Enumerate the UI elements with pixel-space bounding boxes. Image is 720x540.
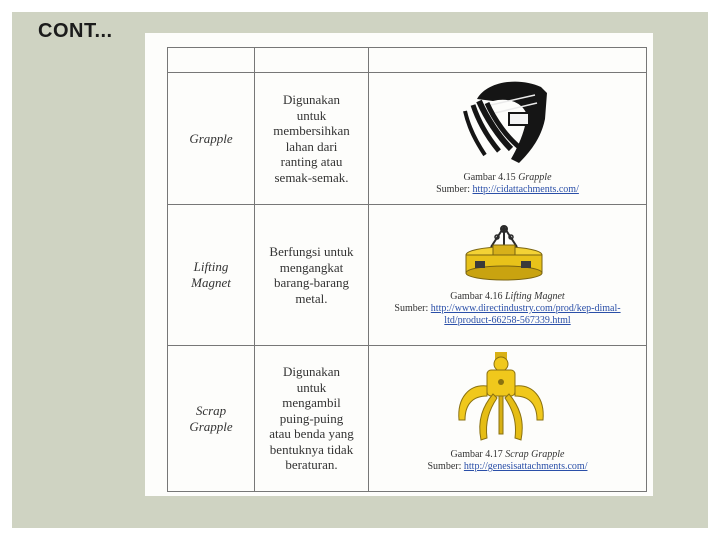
description-line: Digunakan bbox=[282, 364, 341, 380]
figure-label: Gambar 4.16 bbox=[450, 291, 503, 302]
source-label: Sumber: bbox=[427, 461, 462, 472]
equipment-figure-cell bbox=[369, 346, 647, 492]
description-line: semak-semak. bbox=[274, 169, 349, 185]
equipment-description bbox=[255, 73, 369, 205]
table-row bbox=[168, 346, 647, 492]
source-link[interactable]: http://genesisattachments.com/ bbox=[463, 461, 588, 472]
scanned-document bbox=[145, 33, 653, 496]
header-cell-name bbox=[168, 48, 255, 73]
figure-name: Grapple bbox=[518, 172, 552, 183]
description-line: lahan dari bbox=[285, 138, 338, 154]
description-line: membersihkan bbox=[273, 123, 350, 138]
source-link[interactable]: http://www.directindustry.com/prod/kep-dimal- bbox=[430, 303, 621, 314]
source-label: Sumber: bbox=[436, 184, 470, 195]
figure-caption bbox=[369, 172, 646, 196]
equipment-figure-cell bbox=[369, 205, 647, 346]
equipment-name-line: Grapple bbox=[189, 418, 233, 434]
equipment-name-line: Lifting bbox=[193, 259, 229, 274]
description-line: barang-barang bbox=[273, 275, 350, 290]
description-line: bentuknya tidak bbox=[269, 441, 354, 457]
description-line: puing-puing bbox=[279, 410, 344, 426]
description-line: metal. bbox=[295, 290, 328, 306]
table-header-row bbox=[168, 48, 647, 73]
source-link[interactable]: http://cidattachments.com/ bbox=[472, 184, 579, 195]
description-line: mengambil bbox=[282, 395, 341, 411]
header-cell-image bbox=[369, 48, 647, 73]
table-row bbox=[168, 205, 647, 346]
description-line: untuk bbox=[296, 107, 327, 123]
lifting-magnet-image bbox=[461, 225, 547, 285]
equipment-name-line: Scrap bbox=[195, 402, 227, 418]
equipment-table bbox=[167, 47, 647, 492]
equipment-description bbox=[255, 205, 369, 346]
equipment-figure-cell bbox=[369, 73, 647, 205]
description-line: beraturan. bbox=[285, 457, 338, 473]
equipment-name bbox=[168, 205, 255, 346]
equipment-name-text: Grapple bbox=[189, 130, 233, 146]
figure-name: Lifting Magnet bbox=[504, 291, 565, 302]
figure-caption bbox=[369, 291, 646, 327]
description-line: Digunakan bbox=[282, 92, 341, 107]
source-label: Sumber: bbox=[394, 303, 429, 314]
equipment-description bbox=[255, 346, 369, 492]
scrap-grapple-image bbox=[453, 350, 549, 446]
description-line: atau benda yang bbox=[269, 426, 354, 442]
figure-caption bbox=[369, 449, 646, 473]
grapple-attachment-image bbox=[449, 79, 559, 167]
description-line: untuk bbox=[296, 379, 327, 395]
figure-label: Gambar 4.17 bbox=[450, 449, 503, 460]
source-link-continued[interactable]: ltd/product-66258-567339.html bbox=[444, 315, 571, 326]
description-line: mengangkat bbox=[279, 259, 344, 275]
header-cell-description bbox=[255, 48, 369, 73]
figure-name: Scrap Grapple bbox=[505, 449, 565, 460]
equipment-name-line: Magnet bbox=[191, 275, 231, 290]
description-line: ranting atau bbox=[280, 154, 343, 169]
table-row bbox=[168, 73, 647, 205]
description-line: Berfungsi untuk bbox=[269, 244, 354, 259]
figure-label: Gambar 4.15 bbox=[463, 172, 516, 183]
equipment-name bbox=[168, 73, 255, 205]
equipment-name bbox=[168, 346, 255, 492]
slide-title: CONT... bbox=[38, 20, 113, 42]
